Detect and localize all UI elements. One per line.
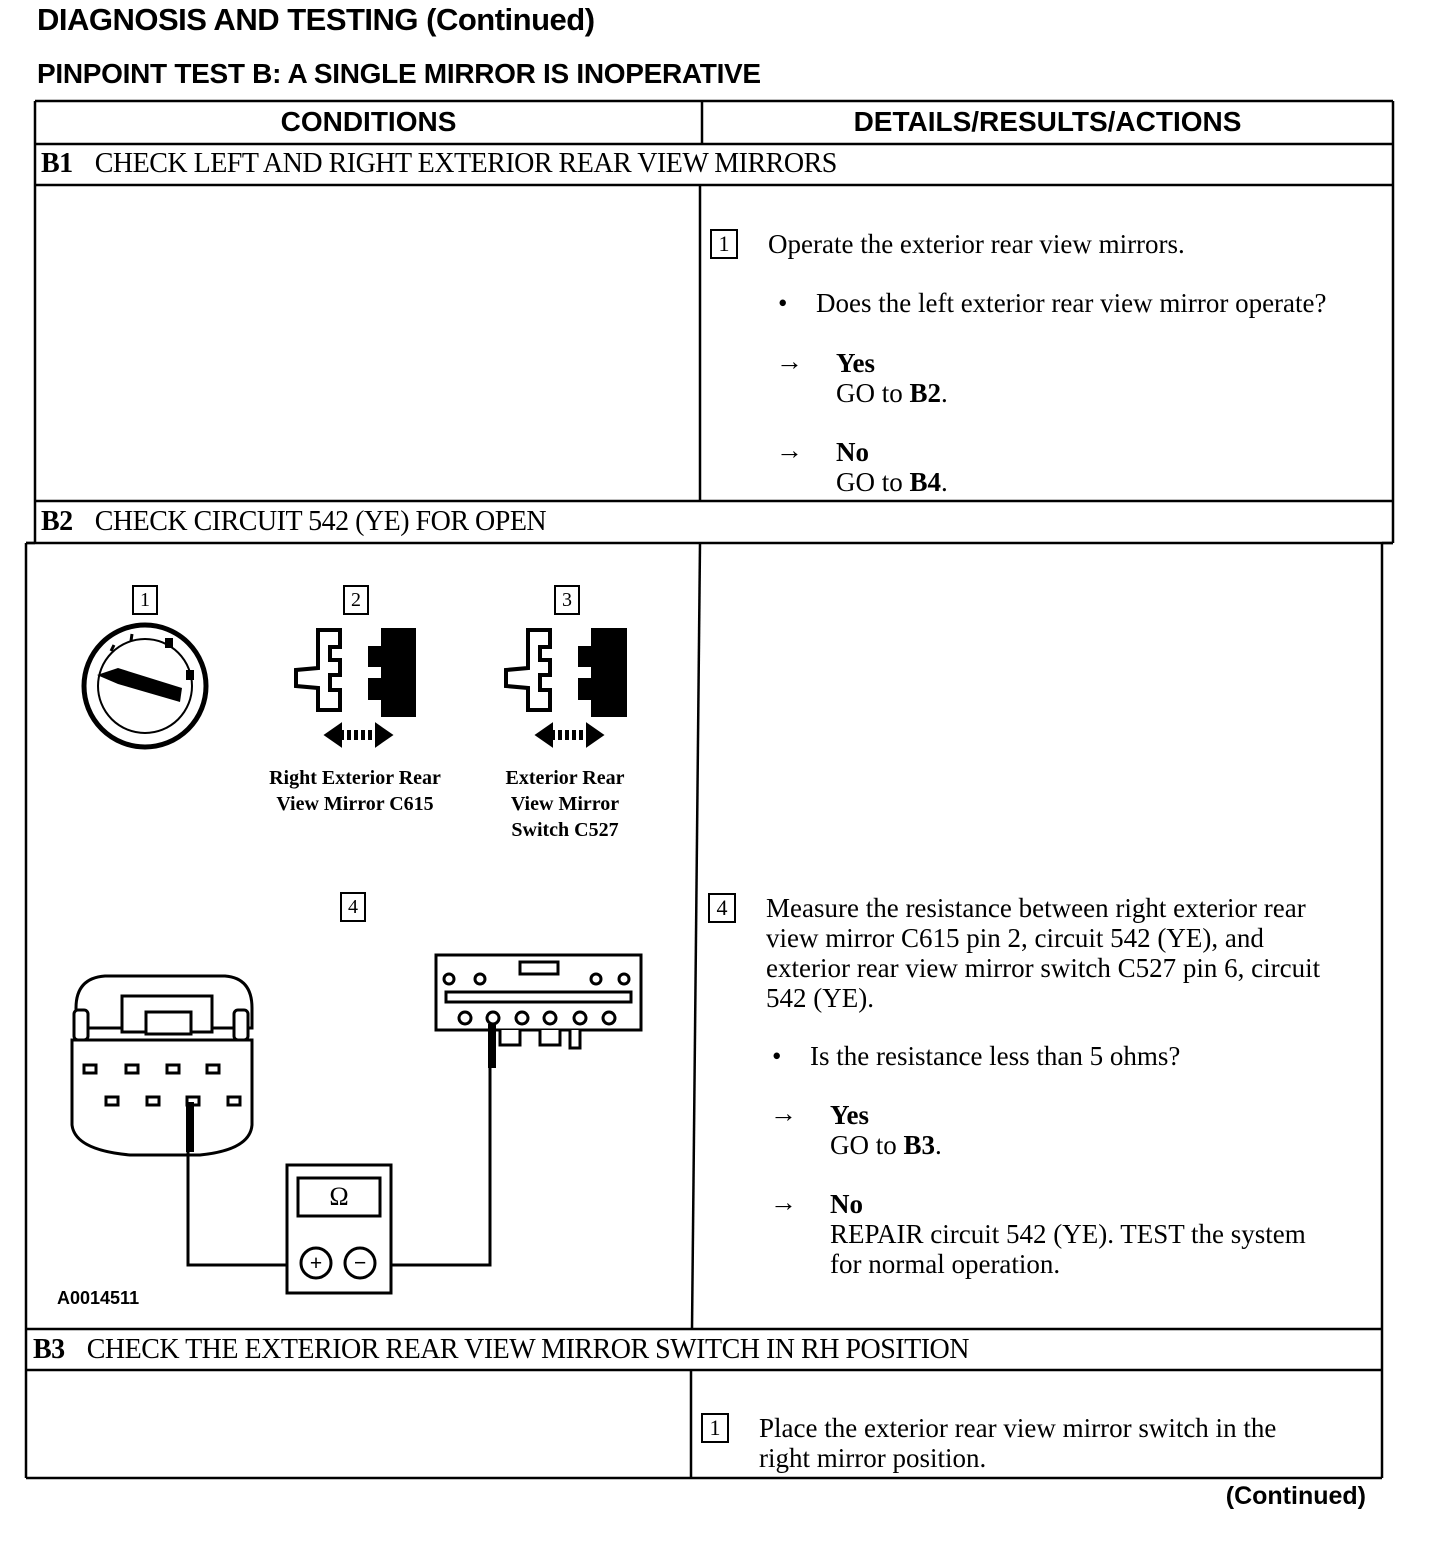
action-text: Place the exterior rear view mirror switch in the right mirror position. [759,1413,1277,1473]
pinpoint-test-title: PINPOINT TEST B: A SINGLE MIRROR IS INOPERATIVE [37,58,761,89]
result-no-label: No [836,437,869,467]
step-b2-id: B2 [41,506,73,537]
step-b3-id: B3 [33,1334,65,1365]
step-number-box: 4 [708,893,736,923]
conditions-header: CONDITIONS [280,106,457,137]
ohm-symbol: Ω [329,1182,349,1211]
minus-terminal: − [353,1250,367,1275]
b2-result-yes [770,1100,1170,1162]
result-yes-label: Yes [836,348,875,378]
arrow-icon: → [770,1098,797,1128]
b2-result-no [770,1189,1370,1281]
arrow-icon: → [770,1187,797,1217]
arrow-icon: → [776,435,803,465]
bullet-icon: • [778,288,788,318]
ignition-switch-icon [84,625,206,747]
figure-box-3: 3 [554,585,580,615]
connector-disconnect-icon [296,630,414,744]
b3-action-1 [701,1413,1361,1475]
figure-box-4: 4 [340,892,366,922]
action-text: Operate the exterior rear view mirrors. [768,229,1185,259]
question-text: Does the left exterior rear view mirror operate? [816,288,1327,318]
action-text: Measure the resistance between right exterior rear view mirror C615 pin 2, circuit 542 (YE), and exterior rear view mirror switch C527 pin 6, circuit 542 (YE). [766,893,1321,1013]
plus-terminal: + [309,1250,323,1275]
details-header: DETAILS/RESULTS/ACTIONS [853,106,1242,137]
connector-c615-icon [72,976,252,1155]
question-text: Is the resistance less than 5 ohms? [810,1041,1181,1071]
continued-footer: (Continued) [1225,1482,1366,1510]
step-b1-title-text: CHECK LEFT AND RIGHT EXTERIOR REAR VIEW MIRRORS [94,148,837,179]
result-no-action: REPAIR circuit 542 (YE). TEST the system for normal operation. [830,1219,1306,1279]
b2-question [772,1041,1332,1073]
figure-box-2: 2 [343,585,369,615]
page-title: DIAGNOSIS AND TESTING (Continued) [37,2,595,37]
bullet-icon: • [772,1041,782,1071]
step-b3-title-text: CHECK THE EXTERIOR REAR VIEW MIRROR SWITCH IN RH POSITION [86,1334,969,1365]
result-yes-action: GO to B2. [836,378,948,408]
step-number-box: 1 [710,229,738,259]
connector-disconnect-icon [506,630,625,744]
figure-id: A0014511 [57,1288,140,1308]
arrow-icon: → [776,346,803,376]
caption-c615: Right Exterior Rear View Mirror C615 [269,767,441,815]
result-yes-action: GO to B3. [830,1130,942,1160]
b2-action-4 [708,893,1373,1015]
step-b2-title-text: CHECK CIRCUIT 542 (YE) FOR OPEN [94,506,547,537]
figure-box-1: 1 [132,585,158,615]
result-yes-label: Yes [830,1100,869,1130]
connector-c527-icon [436,955,641,1048]
step-b1-id: B1 [41,148,73,179]
caption-c527: Exterior Rear View Mirror Switch C527 [505,767,625,841]
result-no-action: GO to B4. [836,467,948,497]
result-no-label: No [830,1189,863,1219]
step-b3-title [33,1334,969,1366]
step-number-box: 1 [701,1413,729,1443]
